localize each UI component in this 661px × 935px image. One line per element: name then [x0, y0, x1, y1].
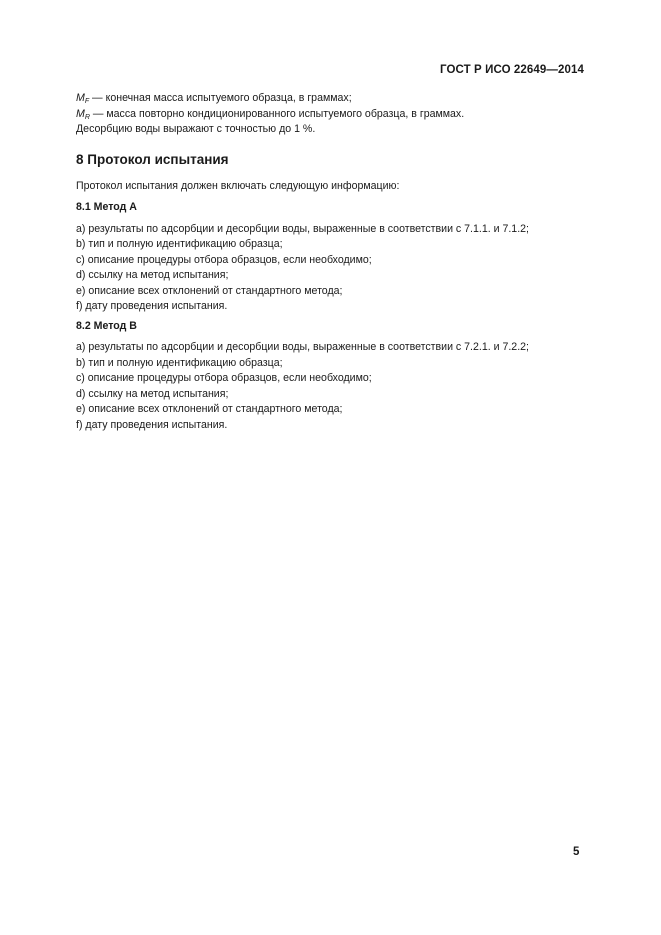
page-content — [76, 91, 596, 437]
list-item: а) результаты по адсорбции и десорбции воды, выраженные в соответствии с 7.2.1. и 7.2.2; — [76, 341, 529, 353]
list-item: а) результаты по адсорбции и десорбции воды, выраженные в соответствии с 7.1.1. и 7.1.2; — [76, 222, 529, 235]
document-header-id: ГОСТ Р ИСО 22649—2014 — [439, 64, 584, 76]
list-item: c) описание процедуры отбора образцов, если необходимо; — [76, 253, 372, 266]
symbol-mf: $M_F$ — [76, 92, 90, 105]
definition-mr: $M_R$ — масса повторно кондиционированного испытуемого образца, в граммах. — [76, 107, 465, 121]
list-item: b) тип и полную идентификацию образца; — [76, 356, 283, 369]
method-b-list — [76, 340, 596, 433]
list-item: c) описание процедуры отбора образцов, если необходимо; — [76, 372, 372, 384]
list-item: f) дату проведения испытания. — [76, 300, 228, 312]
list-item: d) ссылку на метод испытания; — [76, 387, 229, 400]
subsection-title-method-a: 8.1 Метод А — [76, 201, 137, 213]
section-title: 8 Протокол испытания — [76, 151, 229, 167]
method-a-list — [76, 222, 596, 315]
list-item: f) дату проведения испытания. — [76, 418, 228, 431]
list-item: d) ссылку на метод испытания; — [76, 269, 229, 281]
page-number: 5 — [573, 846, 580, 858]
definition-mf: $M_F$ — конечная масса испытуемого образца, в граммах; — [76, 92, 352, 105]
list-item: e) описание всех отклонений от стандартного метода; — [76, 403, 343, 415]
list-item: e) описание всех отклонений от стандартного метода; — [76, 284, 343, 297]
subsection-title-method-b: 8.2 Метод В — [76, 319, 137, 332]
list-item: b) тип и полную идентификацию образца; — [76, 238, 283, 250]
section-intro: Протокол испытания должен включать следующую информацию: — [76, 179, 400, 192]
accuracy-note: Десорбцию воды выражают с точностью до 1 %. — [76, 123, 316, 135]
symbol-mr: $M_R$ — [76, 107, 90, 121]
